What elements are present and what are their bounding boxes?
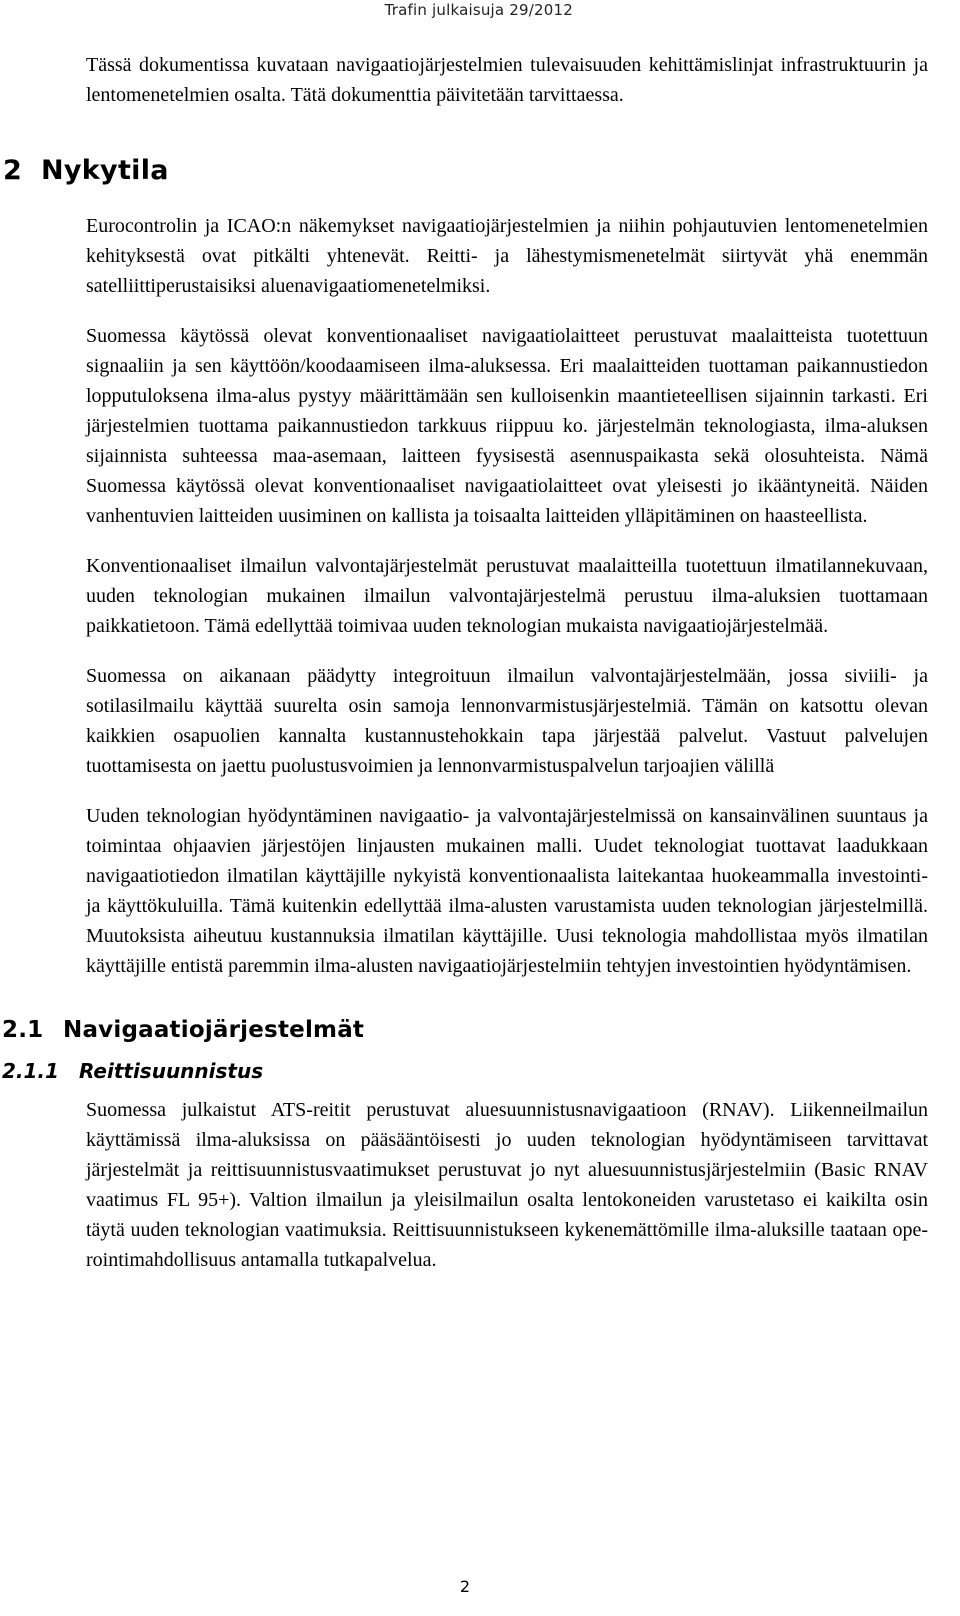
page-number: 2 [459, 1577, 471, 1596]
section-heading-2 [3, 153, 928, 189]
body-paragraph: Suomessa on aikanaan päädytty integroituun ilmailun valvontajärjestelmään, jossa siviili- ja sotilasilmailu käyttää suurelta osin samoja lennonvarmistusjärjestelmiä. Tämän on katsottu olevan kaikkien osapuolien kannalta kustannustehokkain tapa järjestää palvelut. Vastuut palvelujen tuottamisesta on jaettu puolustusvoimien ja lennonvarmistuspalvelun tarjoajien välillä [86, 665, 928, 777]
page-content [2, 50, 928, 1295]
section-heading-2-1-1 [2, 1057, 928, 1085]
intro-paragraph: Tässä dokumentissa kuvataan navigaatiojärjestelmien tulevaisuuden kehittämislinjat infrastruktuurin ja lentomenetelmien osalta. Tätä dokumenttia päivitetään tarvittaessa. [86, 54, 928, 106]
section-title: Navigaatiojärjestelmät [63, 1017, 365, 1043]
body-paragraph: Konventionaaliset ilmailun valvontajärjestelmät perustuvat maalaitteilla tuotettuun ilmatilannekuvaan, uuden teknologian mukainen ilmailun valvontajärjestelmä perustuu ilma-aluksien tuottamaan paikkatietoon. Tämä edellyttää toimivaa uuden teknologian mukaista navigaatiojärjestelmää. [86, 555, 928, 637]
section-title: Reittisuunnistus [79, 1059, 264, 1083]
body-paragraph: Eurocontrolin ja ICAO:n näkemykset navigaatiojärjestelmien ja niihin pohjautuvien lentomenetelmien kehityksestä ovat pitkälti yhtenevät. Reitti- ja lähestymismenetelmät siirtyvät yhä enemmän satelliittiperustaisiksi aluenavigaatiomenetelmiksi. [86, 215, 928, 297]
section-heading-2-1 [2, 1015, 928, 1045]
section-number: 2 [3, 155, 23, 186]
running-header: Trafin julkaisuja 29/2012 [384, 1, 573, 19]
section-title: Nykytila [41, 155, 169, 186]
section-number: 2.1.1 [2, 1059, 59, 1083]
body-paragraph: Suomessa julkaistut ATS-reitit perustuvat aluesuunnistusnavigaatioon (RNAV). Liikenneilmailun käyttämissä ilma-aluksissa on pääsääntöisesti jo uuden teknologian hyödyntämiseen tarvittavat järjestelmät ja reittisuunnistusvaatimukset perustuvat jo nyt aluesuunnistusjärjestelmiin (Basic RNAV vaatimus FL 95+). Valtion ilmailun ja yleisilmailun osalta lentokoneiden varustetaso ei kaikilta osin täytä uuden teknologian vaatimuksia. Reittisuunnistukseen kykenemättömille ilma-aluksille taataan operointimahdollisuus antamalla tutkapalvelua. [86, 1099, 928, 1271]
body-paragraph: Uuden teknologian hyödyntäminen navigaatio- ja valvontajärjestelmissä on kansainvälinen suuntaus ja toimintaa ohjaavien järjestöjen linjausten mukainen malli. Uudet teknologiat tuottavat laadukkaan navigaatiotiedon ilmatilan käyttäjille nykyistä konventionaalista laitekantaa huokeammalla investointi- ja käyttökuluilla. Tämä kuitenkin edellyttää ilma-alusten varustamista uuden teknologian järjestelmillä. Muutoksista aiheutuu kustannuksia ilmatilan käyttäjille. Uusi teknologia mahdollistaa myös ilmatilan käyttäjille entistä paremmin ilma-alusten navigaatiojärjestelmiin tehtyjen investointien hyödyntämisen. [86, 805, 928, 977]
section-number: 2.1 [2, 1017, 44, 1043]
body-paragraph: Suomessa käytössä olevat konventionaaliset navigaatiolaitteet perustuvat maalaitteista tuotettuun signaaliin ja sen käyttöön/koodaamiseen ilma-aluksessa. Eri maalaitteiden tuottaman paikannustiedon lopputuloksena ilma-alus pystyy määrittämään sen kulloisenkin maantieteellisen sijainnin tarkasti. Eri järjestelmien tuottama paikannustiedon tarkkuus riippuu ko. järjestelmän teknologiasta, ilma-aluksen sijainnista suhteessa maa-asemaan, laitteen fyysisestä asennuspaikasta sekä olosuhteista. Nämä Suomessa käytössä olevat konventionaaliset navigaatiolaitteet ovat yleisesti jo ikääntyneitä. Näiden vanhentuvien laitteiden uusiminen on kallista ja toisaalta laitteiden ylläpitäminen on haasteellista. [86, 325, 928, 527]
